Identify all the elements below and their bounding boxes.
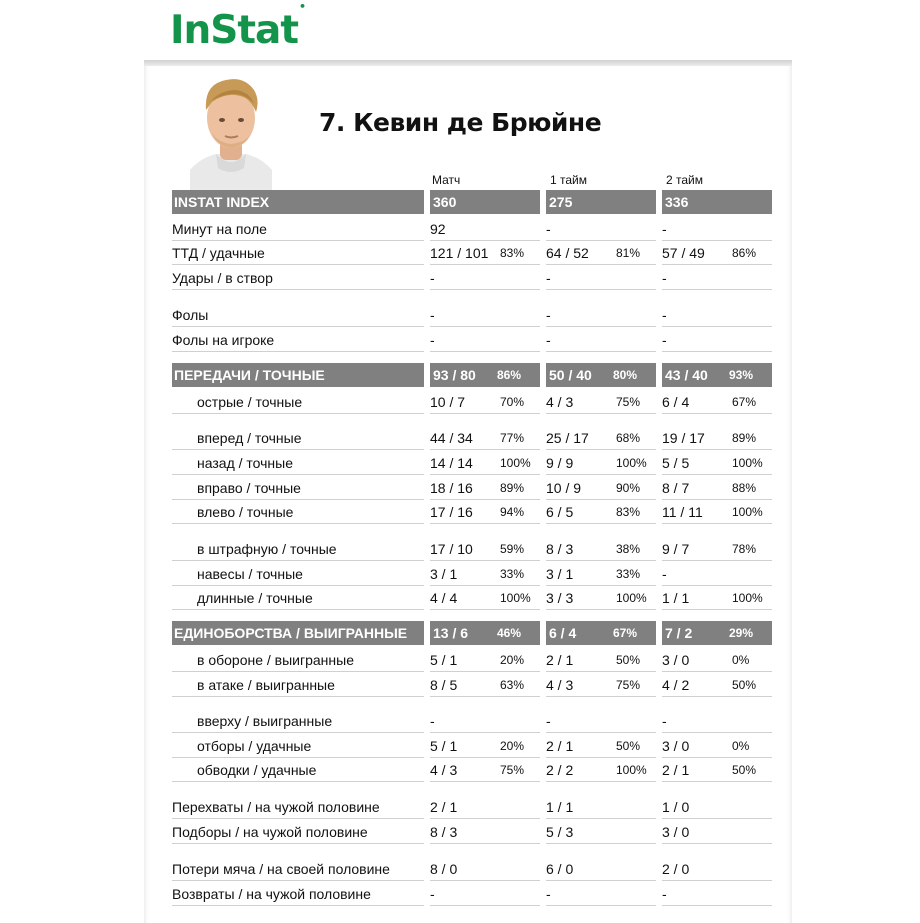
stat-cell <box>546 673 656 697</box>
stat-label: Фолы <box>172 303 424 327</box>
stat-cell <box>662 451 772 475</box>
stat-cell <box>662 882 772 906</box>
stat-value: 3 / 1 <box>546 566 574 582</box>
stat-label: влево / точные <box>172 500 424 524</box>
stat-value: 19 / 17 <box>662 430 705 446</box>
stat-cell <box>546 500 656 524</box>
stat-cell <box>662 303 772 327</box>
stat-percent: 80% <box>613 368 638 382</box>
stat-cell <box>662 621 772 645</box>
stat-cell <box>662 673 772 697</box>
stat-row <box>172 537 774 561</box>
stat-label: отборы / удачные <box>172 734 424 758</box>
column-header-second-half: 2 тайм <box>666 173 703 187</box>
stat-cell <box>662 648 772 672</box>
stat-label: острые / точные <box>172 390 424 414</box>
stat-value: 6 / 0 <box>546 861 574 877</box>
stat-value: 3 / 0 <box>662 652 690 668</box>
stat-percent: 86% <box>497 368 522 382</box>
stat-row <box>172 426 774 450</box>
stat-cell <box>430 537 540 561</box>
stat-cell <box>430 328 540 352</box>
instat-logo <box>170 0 305 53</box>
stat-percent: 20% <box>500 739 525 753</box>
stat-percent: 100% <box>732 591 763 605</box>
stat-label: длинные / точные <box>172 586 424 610</box>
stat-value: 8 / 7 <box>662 480 690 496</box>
stat-cell <box>430 648 540 672</box>
stat-row <box>172 476 774 500</box>
stat-value: 10 / 9 <box>546 480 582 496</box>
stat-percent: 86% <box>732 246 757 260</box>
stat-percent: 50% <box>616 739 641 753</box>
stat-cell <box>546 363 656 387</box>
stat-value: 13 / 6 <box>433 625 469 641</box>
stat-percent: 50% <box>732 763 757 777</box>
stat-cell <box>546 621 656 645</box>
stat-cell <box>430 734 540 758</box>
stat-value: 336 <box>665 194 689 210</box>
stat-cell <box>546 266 656 290</box>
stat-row <box>172 734 774 758</box>
stat-percent: 94% <box>500 505 525 519</box>
stat-value: 2 / 2 <box>546 762 574 778</box>
stat-cell <box>546 426 656 450</box>
stat-cell <box>662 709 772 733</box>
stat-cell <box>430 586 540 610</box>
column-header-first-half: 1 тайм <box>550 173 587 187</box>
logo-text: InStat <box>170 8 298 53</box>
stat-percent: 90% <box>616 481 641 495</box>
stat-value: - <box>662 566 667 582</box>
stat-label: вперед / точные <box>172 426 424 450</box>
stat-row <box>172 451 774 475</box>
stat-value: 7 / 2 <box>665 625 693 641</box>
stat-cell <box>546 586 656 610</box>
stat-value: - <box>430 886 435 902</box>
stat-value: 44 / 34 <box>430 430 473 446</box>
stat-value: - <box>546 886 551 902</box>
stat-cell <box>430 709 540 733</box>
stat-cell <box>430 882 540 906</box>
stat-row <box>172 820 774 844</box>
stat-value: 4 / 4 <box>430 590 458 606</box>
stat-percent: 83% <box>616 505 641 519</box>
stat-value: 6 / 4 <box>662 394 690 410</box>
stat-value: 64 / 52 <box>546 245 589 261</box>
stat-label: обводки / удачные <box>172 758 424 782</box>
stat-cell <box>546 562 656 586</box>
stat-cell <box>662 476 772 500</box>
stat-value: - <box>430 713 435 729</box>
stat-label: Удары / в створ <box>172 266 424 290</box>
stat-percent: 68% <box>616 431 641 445</box>
stat-value: 3 / 0 <box>662 824 690 840</box>
stat-cell <box>546 795 656 819</box>
stat-row <box>172 882 774 906</box>
stat-row <box>172 266 774 290</box>
stat-cell <box>662 734 772 758</box>
stat-value: 50 / 40 <box>549 367 592 383</box>
stat-row <box>172 328 774 352</box>
stat-value: 2 / 1 <box>546 652 574 668</box>
stat-value: 2 / 1 <box>546 738 574 754</box>
stat-cell <box>546 758 656 782</box>
stat-value: 6 / 4 <box>549 625 577 641</box>
stat-percent: 89% <box>500 481 525 495</box>
stat-label: вверху / выигранные <box>172 709 424 733</box>
stat-value: - <box>662 307 667 323</box>
stat-row <box>172 562 774 586</box>
stat-cell <box>430 217 540 241</box>
stat-percent: 83% <box>500 246 525 260</box>
stat-value: 3 / 1 <box>430 566 458 582</box>
stat-value: 4 / 2 <box>662 677 690 693</box>
stat-cell <box>430 303 540 327</box>
stat-row <box>172 857 774 881</box>
stat-value: 2 / 0 <box>662 861 690 877</box>
stat-cell <box>430 562 540 586</box>
stat-value: 360 <box>433 194 457 210</box>
stat-value: 3 / 3 <box>546 590 574 606</box>
stat-value: 17 / 16 <box>430 504 473 520</box>
stat-label: INSTAT INDEX <box>172 190 424 214</box>
stat-value: 4 / 3 <box>430 762 458 778</box>
stat-value: - <box>662 270 667 286</box>
stat-value: 18 / 16 <box>430 480 473 496</box>
stat-percent: 38% <box>616 542 641 556</box>
stat-value: 93 / 80 <box>433 367 476 383</box>
stat-cell <box>546 648 656 672</box>
stat-percent: 81% <box>616 246 641 260</box>
stat-percent: 67% <box>613 626 638 640</box>
stat-value: 8 / 5 <box>430 677 458 693</box>
stat-cell <box>546 217 656 241</box>
stat-label: навесы / точные <box>172 562 424 586</box>
stat-cell <box>430 241 540 265</box>
stat-value: 25 / 17 <box>546 430 589 446</box>
stat-cell <box>662 390 772 414</box>
stat-value: - <box>430 270 435 286</box>
stat-value: 10 / 7 <box>430 394 466 410</box>
stat-cell <box>546 820 656 844</box>
stat-value: 11 / 11 <box>662 504 703 520</box>
stat-percent: 63% <box>500 678 525 692</box>
stat-label: назад / точные <box>172 451 424 475</box>
stat-cell <box>662 500 772 524</box>
stat-cell <box>546 882 656 906</box>
stat-cell <box>430 500 540 524</box>
stat-cell <box>662 562 772 586</box>
stat-cell <box>546 734 656 758</box>
stat-cell <box>546 451 656 475</box>
stat-value: 14 / 14 <box>430 455 473 471</box>
stat-cell <box>662 217 772 241</box>
stat-cell <box>662 537 772 561</box>
stat-label: вправо / точные <box>172 476 424 500</box>
stat-cell <box>430 820 540 844</box>
stat-value: - <box>662 221 667 237</box>
stat-label: ТТД / удачные <box>172 241 424 265</box>
stat-percent: 100% <box>732 456 763 470</box>
stat-value: - <box>546 332 551 348</box>
stat-row <box>172 795 774 819</box>
stat-cell <box>546 709 656 733</box>
stat-value: - <box>546 713 551 729</box>
stat-percent: 100% <box>616 456 647 470</box>
stat-value: 121 / 101 <box>430 245 489 261</box>
stat-label: ПЕРЕДАЧИ / ТОЧНЫЕ <box>172 363 424 387</box>
stat-percent: 33% <box>616 567 641 581</box>
stat-percent: 70% <box>500 395 525 409</box>
stat-row <box>172 586 774 610</box>
stat-value: 1 / 1 <box>662 590 690 606</box>
player-title: 7. Кевин де Брюйне <box>319 108 602 137</box>
stat-label: Минут на поле <box>172 217 424 241</box>
stat-value: - <box>662 886 667 902</box>
stat-percent: 0% <box>732 739 750 753</box>
stat-value: 2 / 1 <box>430 799 458 815</box>
stat-value: 8 / 3 <box>546 541 574 557</box>
stat-percent: 77% <box>500 431 525 445</box>
stat-percent: 50% <box>732 678 757 692</box>
stat-cell <box>662 857 772 881</box>
stat-cell <box>662 363 772 387</box>
stat-cell <box>546 241 656 265</box>
stat-row <box>172 217 774 241</box>
stat-label: Возвраты / на чужой половине <box>172 882 424 906</box>
stat-percent: 75% <box>616 678 641 692</box>
stat-percent: 100% <box>500 591 531 605</box>
stat-value: 43 / 40 <box>665 367 708 383</box>
stat-percent: 88% <box>732 481 757 495</box>
stat-value: 5 / 3 <box>546 824 574 840</box>
column-header-match: Матч <box>432 173 461 187</box>
stat-cell <box>546 390 656 414</box>
stat-row <box>172 390 774 414</box>
player-photo <box>190 72 272 190</box>
stat-cell <box>546 328 656 352</box>
stat-percent: 50% <box>616 653 641 667</box>
stat-value: 57 / 49 <box>662 245 705 261</box>
stat-label: ЕДИНОБОРСТВА / ВЫИГРАННЫЕ <box>172 621 424 645</box>
stat-value: - <box>430 307 435 323</box>
stat-percent: 75% <box>616 395 641 409</box>
stat-cell <box>430 673 540 697</box>
stat-percent: 78% <box>732 542 757 556</box>
stat-value: 17 / 10 <box>430 541 473 557</box>
stat-percent: 75% <box>500 763 525 777</box>
stat-percent: 29% <box>729 626 754 640</box>
stat-cell <box>662 190 772 214</box>
stat-row <box>172 758 774 782</box>
stat-cell <box>546 303 656 327</box>
stat-value: 1 / 0 <box>662 799 690 815</box>
stat-percent: 59% <box>500 542 525 556</box>
stat-cell <box>430 451 540 475</box>
stat-cell <box>662 758 772 782</box>
stat-value: 5 / 5 <box>662 455 690 471</box>
stat-percent: 93% <box>729 368 754 382</box>
stat-cell <box>430 266 540 290</box>
stat-value: 5 / 1 <box>430 652 458 668</box>
stat-cell <box>430 476 540 500</box>
stat-cell <box>430 363 540 387</box>
stat-value: - <box>546 307 551 323</box>
stat-value: - <box>662 713 667 729</box>
stat-value: 4 / 3 <box>546 394 574 410</box>
stat-cell <box>662 266 772 290</box>
section-header-row <box>172 621 774 645</box>
stat-value: - <box>662 332 667 348</box>
stat-cell <box>546 537 656 561</box>
stat-label: в обороне / выигранные <box>172 648 424 672</box>
stat-percent: 100% <box>500 456 531 470</box>
stat-cell <box>662 328 772 352</box>
stat-percent: 0% <box>732 653 750 667</box>
stat-cell <box>430 795 540 819</box>
stat-percent: 100% <box>616 763 647 777</box>
section-header-row <box>172 363 774 387</box>
stat-value: 3 / 0 <box>662 738 690 754</box>
stat-percent: 100% <box>616 591 647 605</box>
stat-label: Фолы на игроке <box>172 328 424 352</box>
stat-value: 9 / 9 <box>546 455 574 471</box>
stat-cell <box>662 586 772 610</box>
stat-value: - <box>430 332 435 348</box>
stat-percent: 100% <box>732 505 763 519</box>
stat-percent: 46% <box>497 626 522 640</box>
stat-value: 275 <box>549 194 573 210</box>
stat-label: в атаке / выигранные <box>172 673 424 697</box>
section-header-row <box>172 190 774 214</box>
logo-mark: • <box>298 0 305 13</box>
stat-label: Подборы / на чужой половине <box>172 820 424 844</box>
stat-value: 1 / 1 <box>546 799 574 815</box>
stat-cell <box>430 758 540 782</box>
stat-value: 8 / 0 <box>430 861 458 877</box>
stat-label: в штрафную / точные <box>172 537 424 561</box>
stat-cell <box>430 190 540 214</box>
stat-value: 4 / 3 <box>546 677 574 693</box>
stat-value: 2 / 1 <box>662 762 690 778</box>
stat-percent: 20% <box>500 653 525 667</box>
stat-row <box>172 500 774 524</box>
stat-percent: 67% <box>732 395 757 409</box>
stat-cell <box>662 241 772 265</box>
stat-row <box>172 241 774 265</box>
stat-value: 9 / 7 <box>662 541 690 557</box>
stat-row <box>172 673 774 697</box>
stat-cell <box>546 857 656 881</box>
stat-cell <box>662 820 772 844</box>
stat-percent: 33% <box>500 567 525 581</box>
stat-value: 5 / 1 <box>430 738 458 754</box>
stat-cell <box>430 390 540 414</box>
stat-cell <box>430 426 540 450</box>
stat-percent: 89% <box>732 431 757 445</box>
stat-cell <box>430 621 540 645</box>
stat-label: Перехваты / на чужой половине <box>172 795 424 819</box>
stat-row <box>172 303 774 327</box>
stat-row <box>172 648 774 672</box>
stat-value: 92 <box>430 221 446 237</box>
stat-cell <box>662 795 772 819</box>
stat-value: 8 / 3 <box>430 824 458 840</box>
stat-cell <box>546 476 656 500</box>
stat-label: Потери мяча / на своей половине <box>172 857 424 881</box>
stat-cell <box>662 426 772 450</box>
stat-cell <box>430 857 540 881</box>
stat-row <box>172 709 774 733</box>
stat-cell <box>546 190 656 214</box>
stat-value: - <box>546 221 551 237</box>
stat-value: 6 / 5 <box>546 504 574 520</box>
stat-value: - <box>546 270 551 286</box>
